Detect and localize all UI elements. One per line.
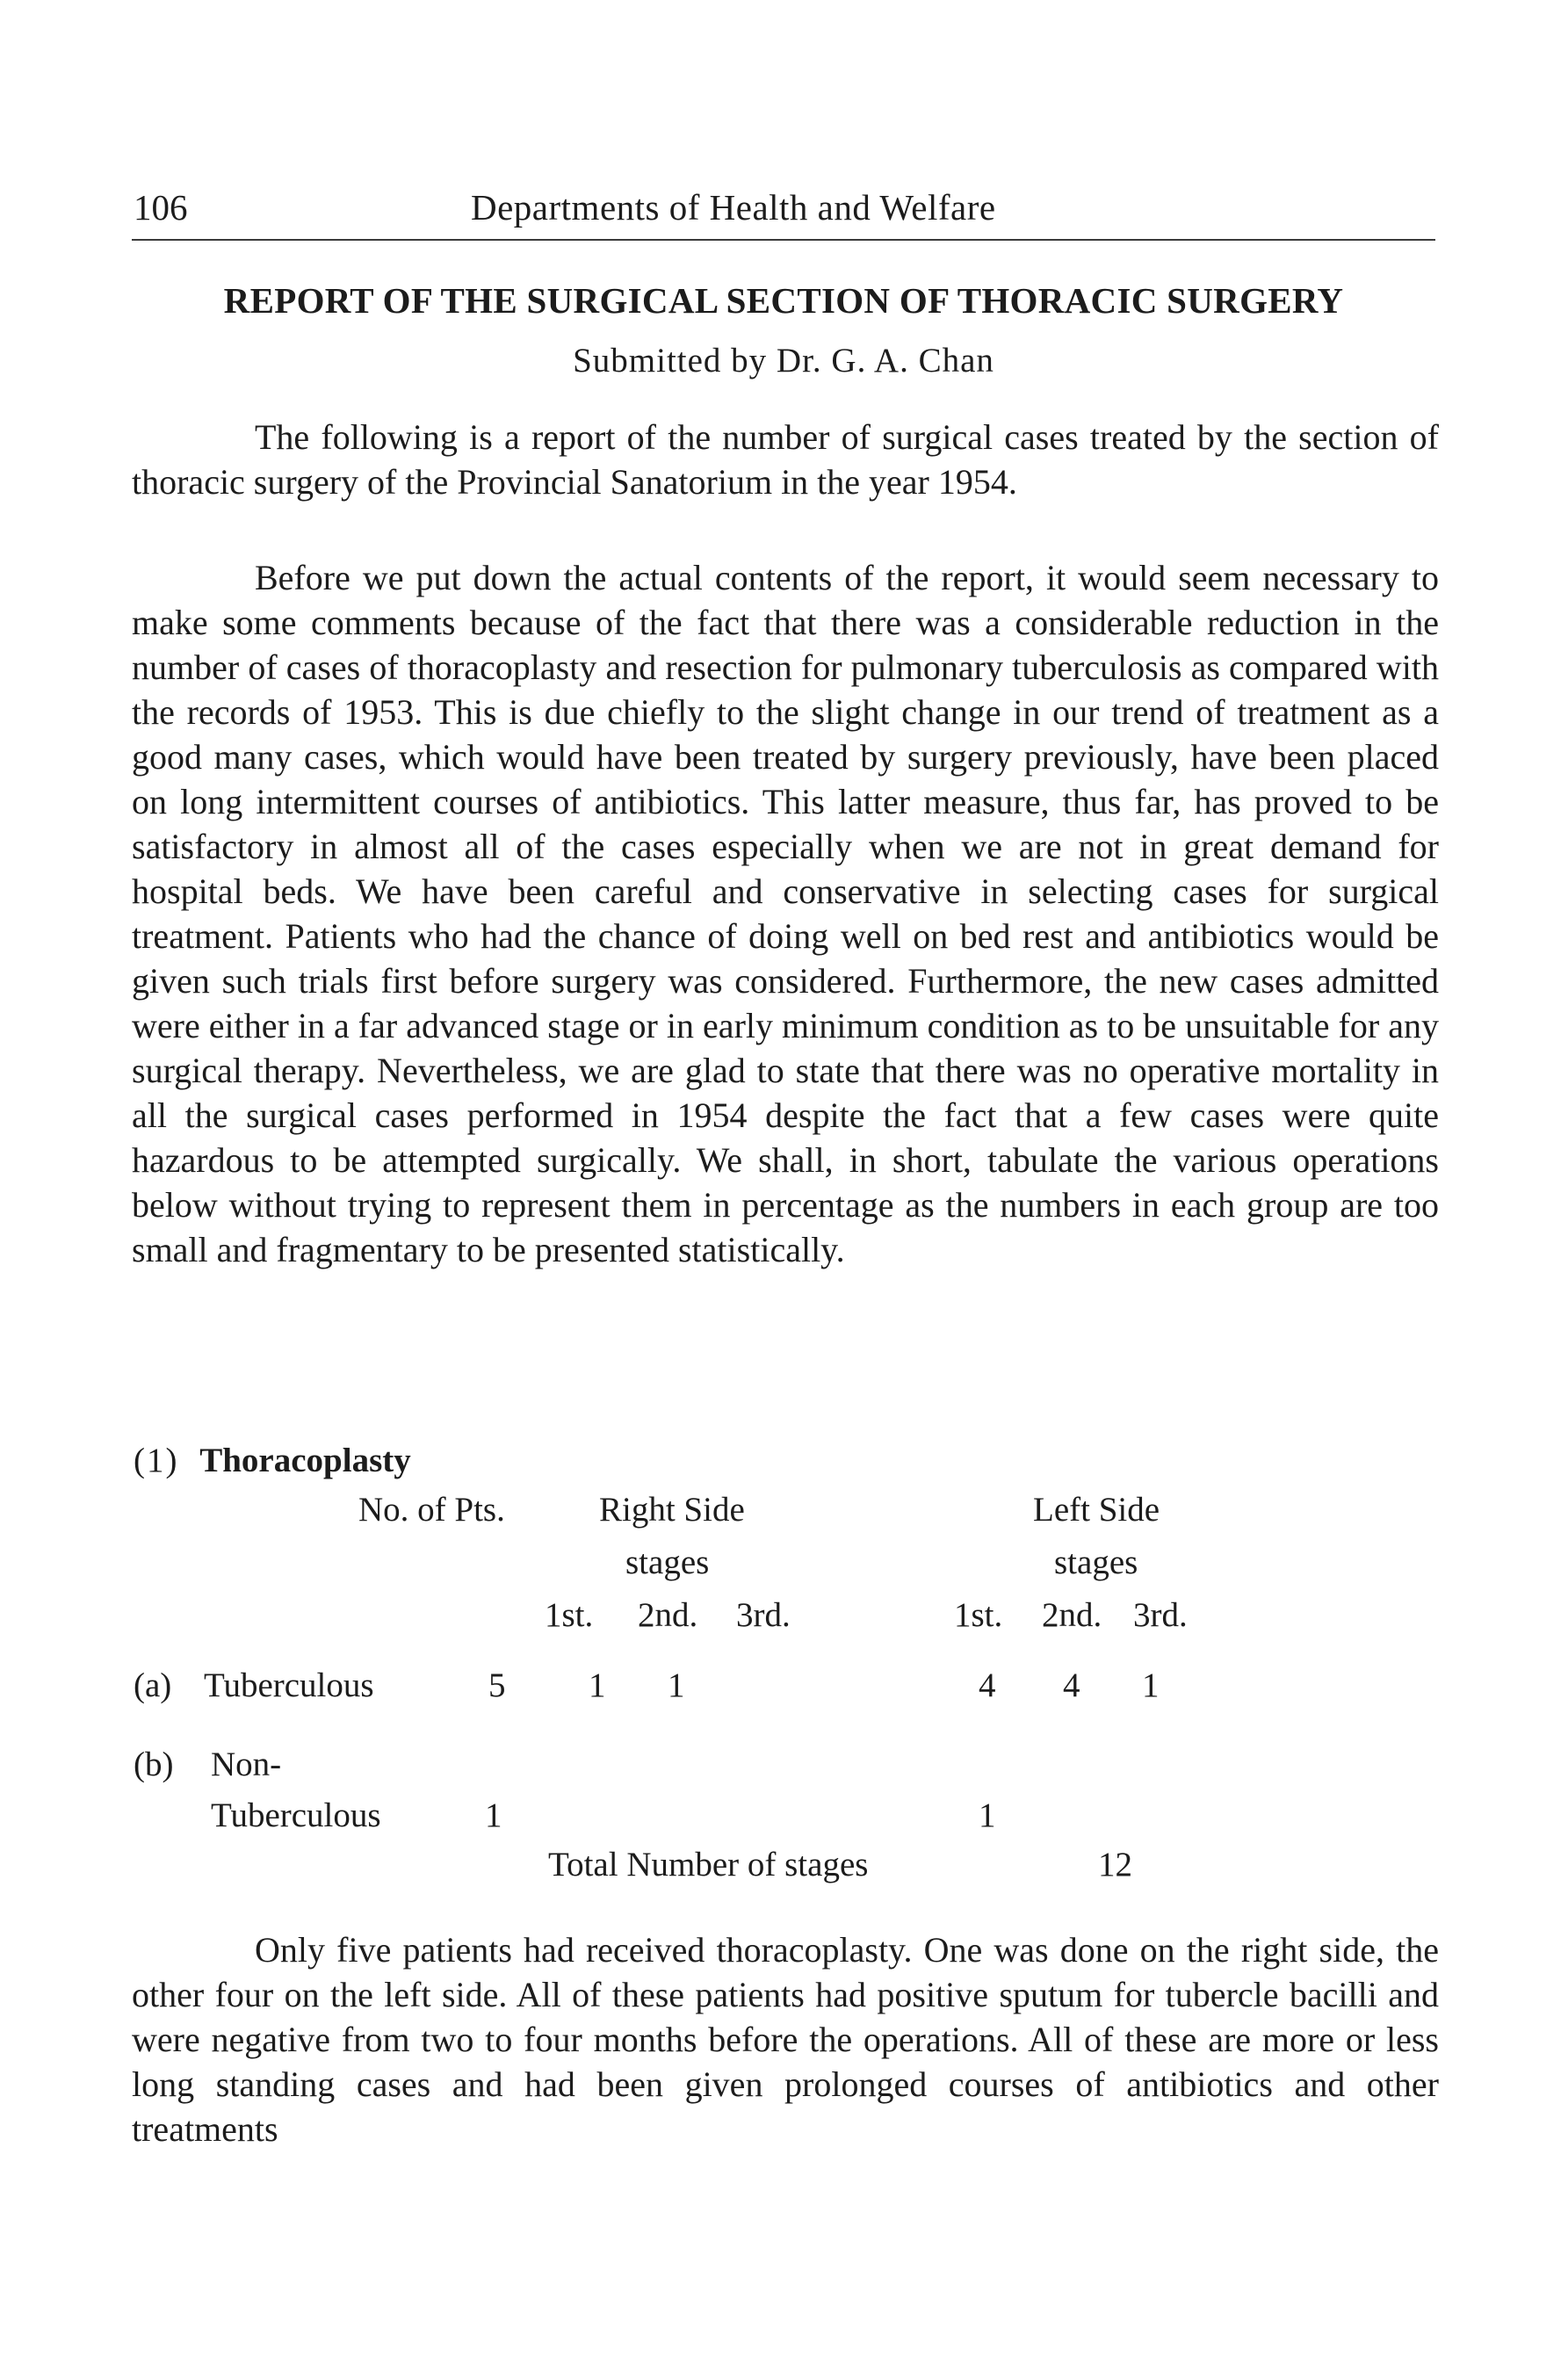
row-b-letter: (b) (134, 1746, 174, 1783)
row-b-label: Non- (211, 1746, 282, 1783)
report-title: REPORT OF THE SURGICAL SECTION OF THORACIC SURGERY (223, 280, 1344, 321)
row-b-label-line2: Tuberculous (211, 1796, 381, 1834)
header-right-stage-3: 3rd. (736, 1596, 791, 1634)
submitted-by-line: Submitted by Dr. G. A. Chan (573, 342, 994, 380)
header-right-stages: stages (625, 1543, 710, 1581)
header-left-stage-1: 1st. (954, 1596, 1003, 1634)
header-right-stage-2: 2nd. (638, 1596, 698, 1634)
total-label: Total Number of stages (548, 1846, 869, 1883)
row-a-left-stage-1: 4 (979, 1666, 996, 1704)
header-rule (132, 239, 1435, 241)
running-title: Departments of Health and Welfare (471, 187, 996, 228)
thoracoplasty-heading (134, 1441, 411, 1480)
row-a-no-of-pts: 5 (488, 1666, 506, 1704)
section-number: (1) (134, 1442, 179, 1479)
thoracoplasty-paragraph: Only five patients had received thoracoplasty. One was done on the right side, the other four on the left side. All of these patients had positive sputum for tubercle bacilli and were negative from two to four months before the operations. All of these are more or less long standing cases and had been given prolonged courses of antibiotics and other treatments (132, 1930, 1439, 2149)
intro-paragraph: The following is a report of the number of surgical cases treated by the section of thoracic surgery of the Provincial Sanatorium in the year 1954. (132, 417, 1439, 502)
row-a-right-stage-2: 1 (668, 1666, 685, 1704)
section-title: Thoracoplasty (199, 1442, 411, 1479)
row-a-label: Tuberculous (204, 1666, 374, 1704)
header-left-side: Left Side (1033, 1491, 1160, 1529)
total-value: 12 (1098, 1846, 1132, 1883)
header-right-stage-1: 1st. (545, 1596, 594, 1634)
page-number: 106 (134, 187, 188, 228)
row-b-no-of-pts: 1 (485, 1796, 502, 1834)
header-no-of-pts: No. of Pts. (358, 1491, 505, 1529)
row-a-letter: (a) (134, 1666, 172, 1704)
header-left-stage-2: 2nd. (1042, 1596, 1102, 1634)
header-left-stages: stages (1054, 1543, 1138, 1581)
row-a-right-stage-1: 1 (589, 1666, 606, 1704)
row-b-left-stage-1: 1 (979, 1796, 996, 1834)
header-right-side: Right Side (599, 1491, 745, 1529)
row-a-left-stage-2: 4 (1063, 1666, 1080, 1704)
page-header (134, 186, 1434, 239)
header-left-stage-3: 3rd. (1133, 1596, 1188, 1634)
comments-paragraph: Before we put down the actual contents of the report, it would seem necessary to make some comments because of the fact that there was a considerable reduction in the number of cases of thoracoplasty and resection for pulmonary tuberculosis as compared with the records of 1953. This is due chiefly to the slight change in our trend of treatment as a good many cases, which would have been treated by surgery previously, have been placed on long intermittent courses of antibiotics. This latter measure, thus far, has proved to be satisfactory in almost all of the cases especially when we are not in great demand for hospital beds. We have been careful and conservative in selecting cases for surgical treatment. Patients who had the chance of doing well on bed rest and antibiotics would be given such trials first before surgery was considered. Furthermore, the new cases admitted were either in a far advanced stage or in early minimum condition as to be unsuitable for any surgical therapy. Nevertheless, we are glad to state that there was no operative mortality in all the surgical cases performed in 1954 despite the fact that a few cases were quite hazardous to be attempted surgically. We shall, in short, tabulate the various operations below without trying to represent them in percentage as the numbers in each group are too small and fragmentary to be presented statistically. (132, 558, 1439, 1269)
row-a-left-stage-3: 1 (1142, 1666, 1160, 1704)
